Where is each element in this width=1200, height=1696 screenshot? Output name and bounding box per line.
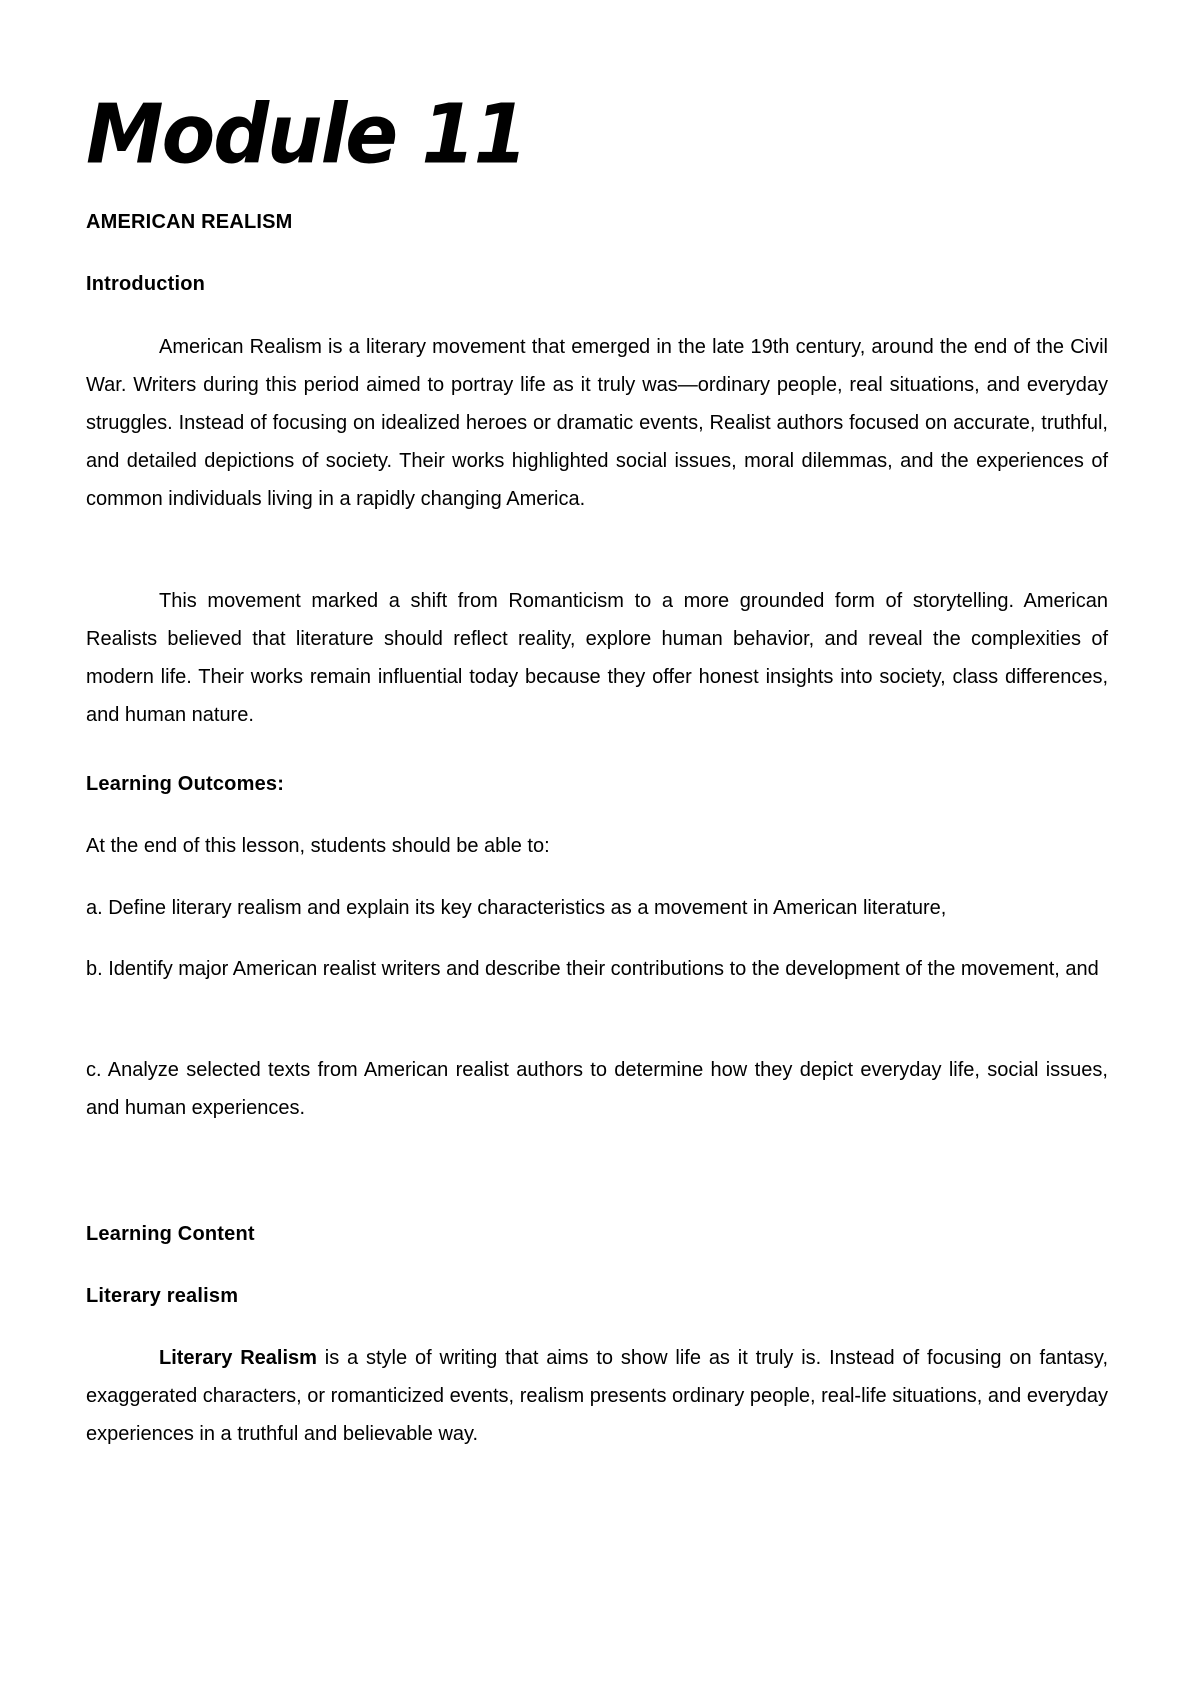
learning-content-heading: Learning Content [86, 1223, 255, 1245]
learning-outcomes-intro: At the end of this lesson, students should be able to: [86, 835, 550, 857]
literary-realism-definition [86, 1339, 1108, 1453]
introduction-paragraph-1: American Realism is a literary movement that emerged in the late 19th century, around the end of the Civil War. Writers during this period aimed to portray life as it truly was—ordinary people, real situations, and everyday struggles. Instead of focusing on idealized heroes or dramatic events, Realist authors focused on accurate, truthful, and detailed depictions of society. Their works highlighted social issues, moral dilemmas, and the experiences of common individuals living in a rapidly changing America. [86, 336, 1108, 510]
introduction-heading: Introduction [86, 273, 206, 295]
document-page [86, 0, 1108, 1696]
learning-outcome-b: b. Identify major American realist writers and describe their contributions to the development of the movement, and [86, 958, 1099, 980]
learning-outcomes-heading: Learning Outcomes: [86, 773, 285, 795]
learning-outcome-a: a. Define literary realism and explain its key characteristics as a movement in American literature, [86, 897, 947, 919]
module-title: Module 11 [86, 88, 526, 183]
literary-realism-definition-text: is a style of writing that aims to show life as it truly is. Instead of focusing on fantasy, exaggerated characters, or romanticized events, realism presents ordinary people, real-life situations, and everyday experiences in a truthful and believable way. [86, 1347, 1108, 1445]
learning-outcome-c: c. Analyze selected texts from American realist authors to determine how they depict everyday life, social issues, and human experiences. [86, 1059, 1108, 1119]
introduction-paragraph-2: This movement marked a shift from Romanticism to a more grounded form of storytelling. American Realists believed that literature should reflect reality, explore human behavior, and reveal the complexities of modern life. Their works remain influential today because they offer honest insights into society, class differences, and human nature. [86, 590, 1108, 726]
literary-realism-term: Literary Realism [159, 1347, 317, 1369]
section-title: AMERICAN REALISM [86, 211, 293, 233]
literary-realism-subheading: Literary realism [86, 1285, 239, 1307]
